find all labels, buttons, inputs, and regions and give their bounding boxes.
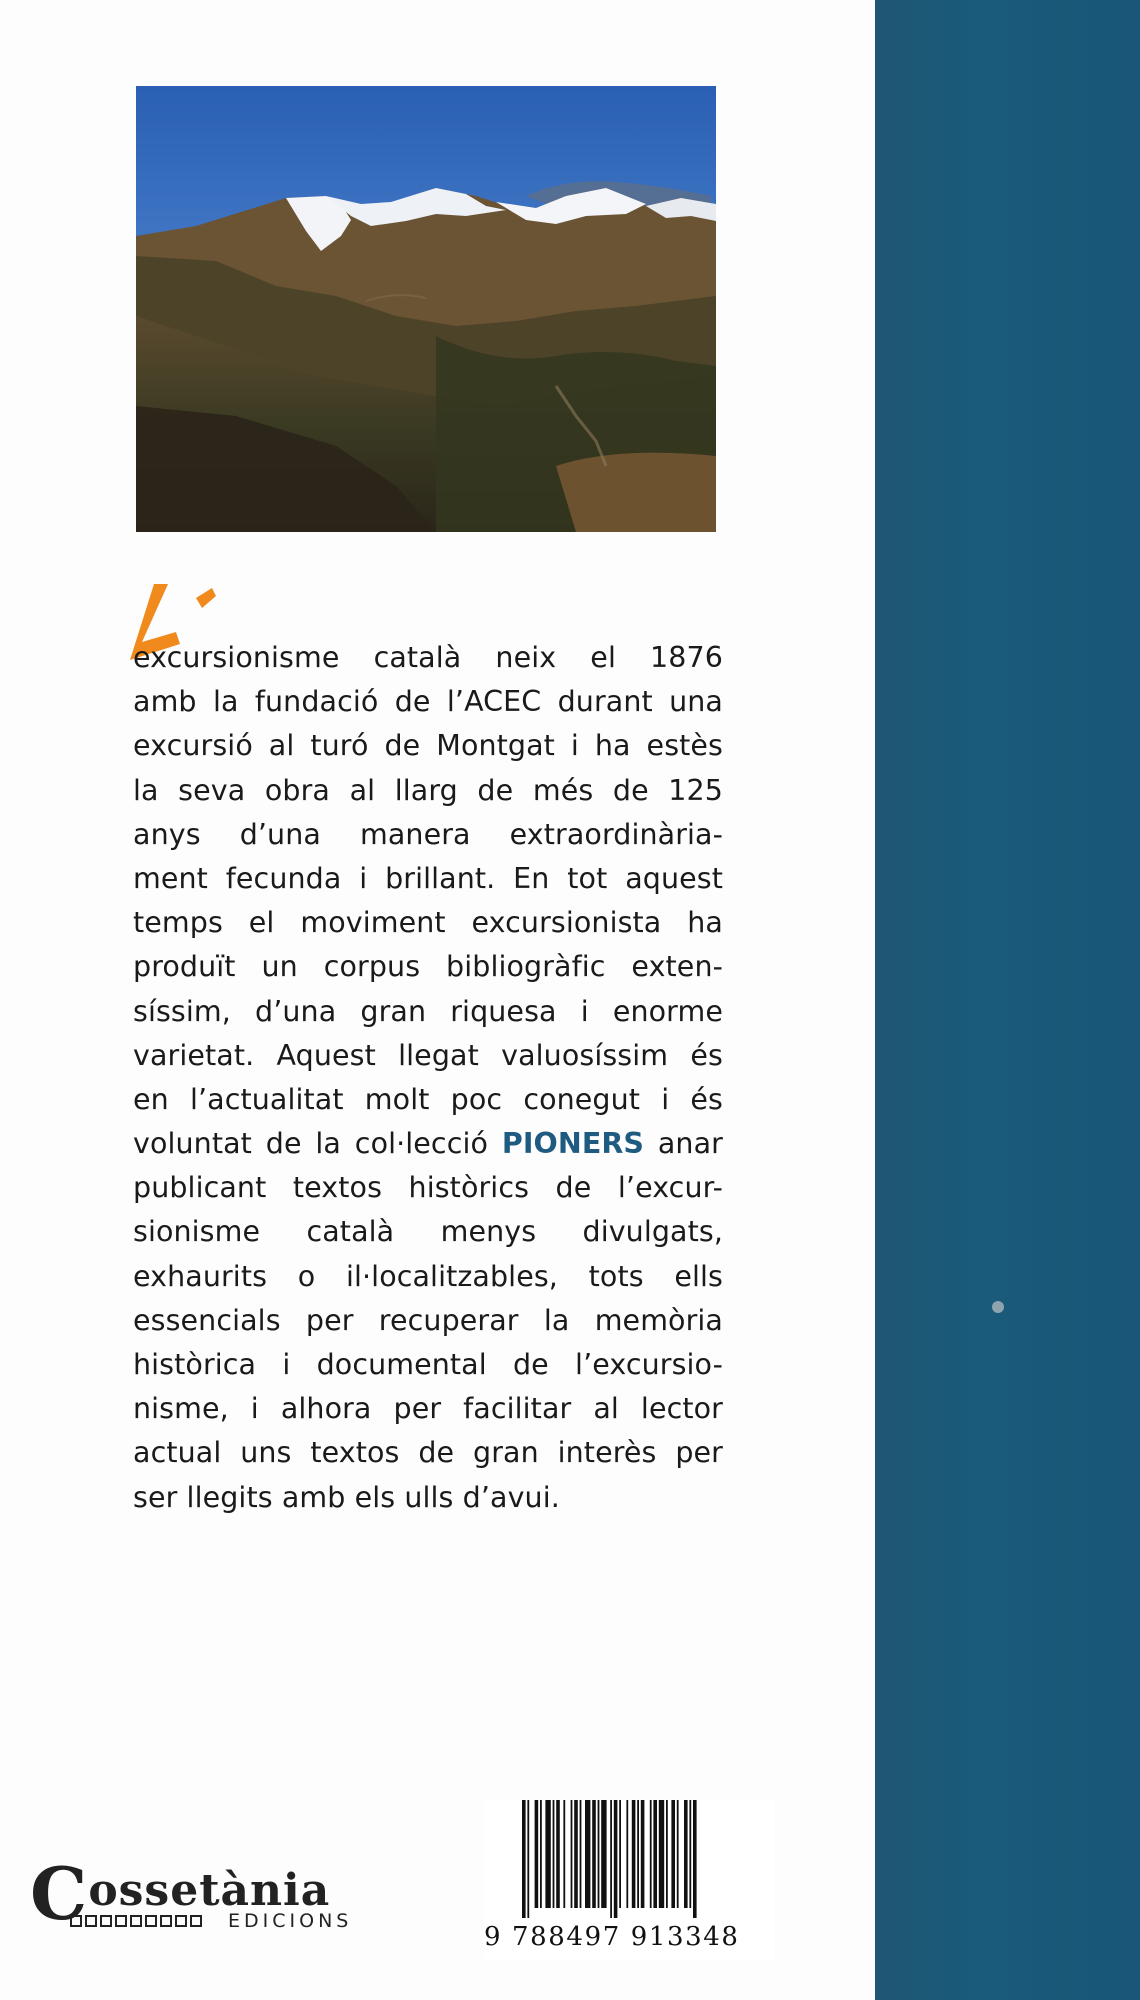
blurb-line: produït un corpus bibliogràfic exten-	[133, 950, 723, 984]
blurb-line-pioneers	[133, 1122, 723, 1166]
blurb-line: exhaurits o il·localitzables, tots ells	[133, 1259, 723, 1293]
pioneers-before: voluntat de la col·lecció	[133, 1127, 502, 1161]
blurb-line: publicant textos històrics de l’excur-	[133, 1171, 723, 1205]
mountain-photo	[136, 86, 716, 532]
isbn-barcode	[484, 1800, 774, 1960]
pioneers-after: anar	[644, 1127, 723, 1161]
blurb-line: ser llegits amb els ulls d’avui.	[133, 1480, 560, 1514]
collection-name-pioneers: PIONERS	[501, 1127, 645, 1161]
spine-dot	[992, 1301, 1004, 1313]
blurb-line: anys d’una manera extraordinària-	[133, 817, 723, 851]
blurb-line: ment fecunda i brillant. En tot aquest	[133, 861, 723, 895]
blurb-line: excursió al turó de Montgat i ha estès	[133, 729, 723, 763]
publisher-logo	[30, 1851, 353, 1938]
blurb-line: la seva obra al llarg de més de 125	[133, 773, 723, 807]
blurb-line: temps el moviment excursionista ha	[133, 906, 723, 940]
publisher-name-rest: ossetània	[88, 1865, 331, 1916]
blurb-text	[133, 636, 723, 1520]
publisher-subtitle: EDICIONS	[228, 1910, 353, 1932]
blurb-line: actual uns textos de gran interès per	[133, 1436, 723, 1470]
blurb-line: en l’actualitat molt poc conegut i és	[133, 1082, 723, 1116]
isbn-number: 9 788497 913348	[484, 1922, 740, 1952]
barcode-bars	[520, 1800, 770, 1918]
publisher-boxes-decoration	[70, 1915, 220, 1929]
blurb-line: nisme, i alhora per facilitar al lector	[133, 1392, 723, 1426]
blurb-line: històrica i documental de l’excursio-	[133, 1348, 723, 1381]
spine-strip	[875, 0, 1140, 2000]
blurb-line: essencials per recuperar la memòria	[133, 1303, 723, 1337]
blurb-line: síssim, d’una gran riquesa i enorme	[133, 994, 723, 1028]
blurb-line: sionisme català menys divulgats,	[133, 1215, 723, 1249]
blurb-line: amb la fundació de l’ACEC durant una	[133, 685, 723, 719]
blurb-line: varietat. Aquest llegat valuosíssim és	[133, 1038, 723, 1072]
blurb-line: excursionisme català neix el 1876	[133, 641, 723, 674]
publisher-initial: C	[30, 1851, 89, 1936]
